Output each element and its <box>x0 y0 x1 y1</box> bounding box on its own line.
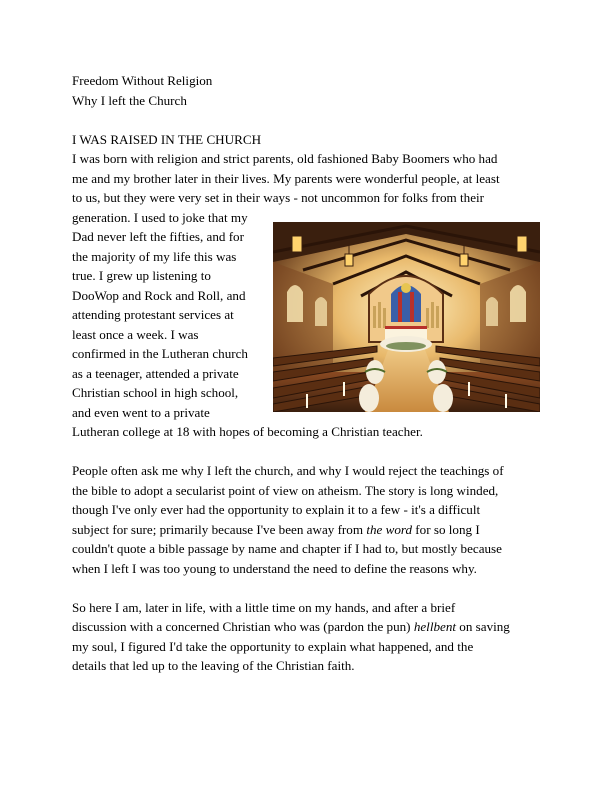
text-line <box>72 520 542 540</box>
paragraph-2 <box>72 461 542 578</box>
text-line: Dad never left the fifties, and for <box>72 229 244 244</box>
text-run: subject for sure; primarily because I've been away from <box>72 521 367 537</box>
document-subtitle: Why I left the Church <box>72 92 187 108</box>
text-line: and even went to a private <box>72 404 210 420</box>
text-line <box>72 617 542 637</box>
document-page <box>72 71 542 676</box>
italic-phrase: hellbent <box>413 619 457 634</box>
text-run: for so long I <box>412 521 480 537</box>
text-line: the bible to adopt a secularist point of view on atheism. The story is long winded, <box>72 482 499 498</box>
text-line: me and my brother later in their lives. My parents were wonderful people, at least <box>72 170 500 186</box>
text-line: when I left I was too young to understand the need to define the reasons why. <box>72 560 477 576</box>
text-line: So here I am, later in life, with a little time on my hands, and after a brief <box>72 599 456 615</box>
text-run: discussion with a concerned Christian who was (pardon the pun) <box>72 619 414 634</box>
text-line: true. I grew up listening to <box>72 268 211 283</box>
text-line: the majority of my life this was <box>72 248 237 264</box>
text-line: least once a week. I was <box>72 326 199 342</box>
church-illustration <box>273 222 540 412</box>
church-interior-photo <box>273 222 540 412</box>
italic-phrase: the word <box>366 521 413 537</box>
text-line: Christian school in high school, <box>72 385 239 400</box>
text-line: generation. I used to joke that my <box>72 209 248 225</box>
text-line: confirmed in the Lutheran church <box>72 346 248 361</box>
text-run: on saving <box>456 619 510 634</box>
text-line: my soul, I figured I'd take the opportunity to explain what happened, and the <box>72 638 474 654</box>
text-line: I was born with religion and strict parents, old fashioned Baby Boomers who had <box>72 151 498 166</box>
text-line: couldn't quote a bible passage by name and chapter if I had to, but mostly because <box>72 541 502 556</box>
text-line: to us, but they were very set in their ways - not uncommon for folks from their <box>72 190 484 205</box>
document-title: Freedom Without Religion <box>72 73 213 88</box>
text-line: DooWop and Rock and Roll, and <box>72 287 246 303</box>
text-line: People often ask me why I left the church, and why I would reject the teachings of <box>72 463 504 478</box>
text-line: as a teenager, attended a private <box>72 365 239 381</box>
text-line: Lutheran college at 18 with hopes of becoming a Christian teacher. <box>72 424 423 439</box>
text-line: details that led up to the leaving of the Christian faith. <box>72 658 355 673</box>
text-line: attending protestant services at <box>72 307 234 322</box>
section-heading: I WAS RAISED IN THE CHURCH <box>72 131 262 147</box>
text-line: though I've only ever had the opportunity to explain it to a few - it's a difficult <box>72 502 481 517</box>
paragraph-3 <box>72 598 542 676</box>
